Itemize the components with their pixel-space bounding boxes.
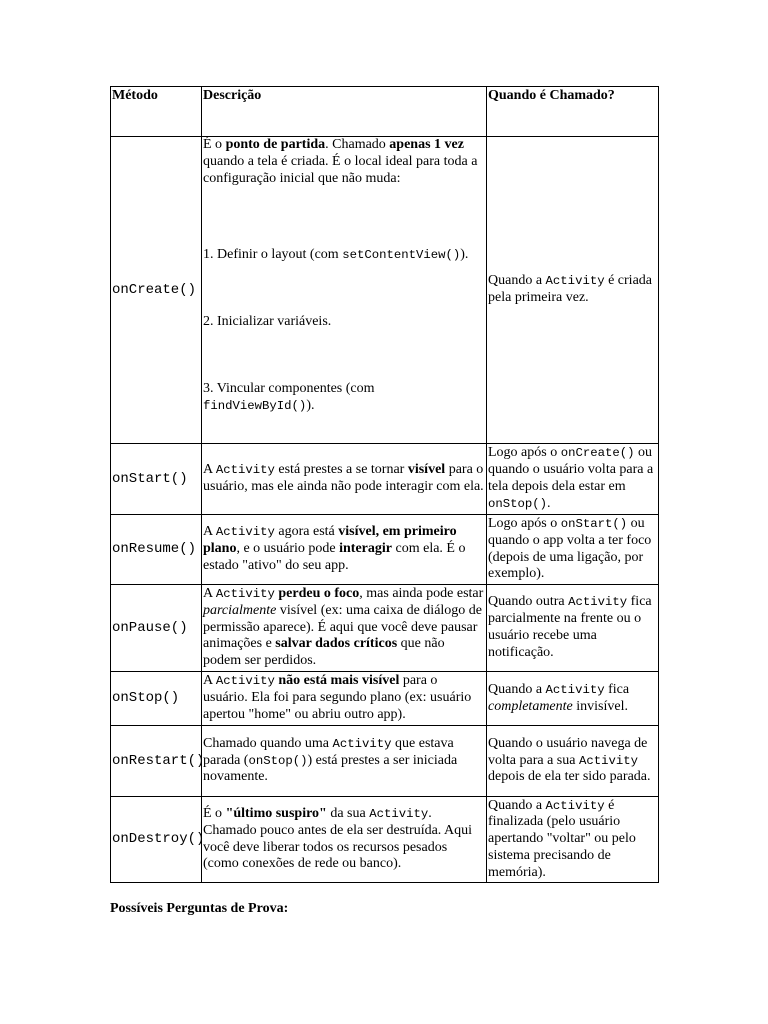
lifecycle-table — [110, 86, 659, 883]
table-row — [111, 585, 659, 672]
list-item: 2. Inicializar variáveis. — [203, 314, 332, 330]
method-cell: onStop() — [111, 672, 202, 726]
when-cell: Quando outra Activity fica parcialmente na frente ou o usuário recebe uma notificação. — [487, 585, 659, 672]
table-row — [111, 515, 659, 585]
when-cell: Quando a Activity é criada pela primeira vez. — [487, 137, 659, 444]
header-when-called: Quando é Chamado? — [487, 87, 659, 137]
when-cell: Logo após o onStart() ou quando o app volta a ter foco (depois de uma ligação, por exemplo). — [487, 515, 659, 585]
table-row — [111, 726, 659, 797]
when-cell: Quando a Activity fica completamente invisível. — [487, 672, 659, 726]
table-row — [111, 137, 659, 444]
method-cell: onDestroy() — [111, 797, 202, 883]
list-item: 1. Definir o layout (com setContentView()). — [203, 247, 469, 263]
when-cell: Logo após o onCreate() ou quando o usuário volta para a tela depois dela estar em onStop(). — [487, 444, 659, 515]
description-cell: Chamado quando uma Activity que estava parada (onStop()) está prestes a ser iniciada novamente. — [202, 726, 487, 797]
when-cell: Quando a Activity é finalizada (pelo usuário apertando "voltar" ou pelo sistema precisando de memória). — [487, 797, 659, 883]
description-cell: A Activity perdeu o foco, mas ainda pode estar parcialmente visível (ex: uma caixa de diálogo de permissão aparece). É aqui que você deve pausar animações e salvar dados críticos que não podem ser perdidos. — [202, 585, 487, 672]
table-row — [111, 797, 659, 883]
method-cell: onCreate() — [111, 137, 202, 444]
method-cell: onRestart() — [111, 726, 202, 797]
description-cell: A Activity não está mais visível para o usuário. Ela foi para segundo plano (ex: usuário apertou "home" ou abriu outro app). — [202, 672, 487, 726]
when-cell: Quando o usuário navega de volta para a sua Activity depois de ela ter sido parada. — [487, 726, 659, 797]
header-method: Método — [111, 87, 202, 137]
method-cell: onPause() — [111, 585, 202, 672]
description-cell: É o "último suspiro" da sua Activity. Chamado pouco antes de ela ser destruída. Aqui você deve liberar todos os recursos pesados (como conexões de rede ou banco). — [202, 797, 487, 883]
table-row — [111, 444, 659, 515]
description-cell: A Activity está prestes a se tornar visível para o usuário, mas ele ainda não pode interagir com ela. — [202, 444, 487, 515]
description-cell: A Activity agora está visível, em primeiro plano, e o usuário pode interagir com ela. É o estado "ativo" do seu app. — [202, 515, 487, 585]
header-description: Descrição — [202, 87, 487, 137]
section-heading: Possíveis Perguntas de Prova: — [110, 901, 289, 916]
method-cell: onStart() — [111, 444, 202, 515]
table-header-row — [111, 87, 659, 137]
description-cell — [202, 137, 487, 444]
method-cell: onResume() — [111, 515, 202, 585]
description-text: É o ponto de partida. Chamado apenas 1 vez quando a tela é criada. É o local ideal para toda a configuração inicial que não muda: — [203, 137, 478, 186]
list-item: 3. Vincular componentes (com findViewById()). — [203, 380, 375, 413]
table-row — [111, 672, 659, 726]
